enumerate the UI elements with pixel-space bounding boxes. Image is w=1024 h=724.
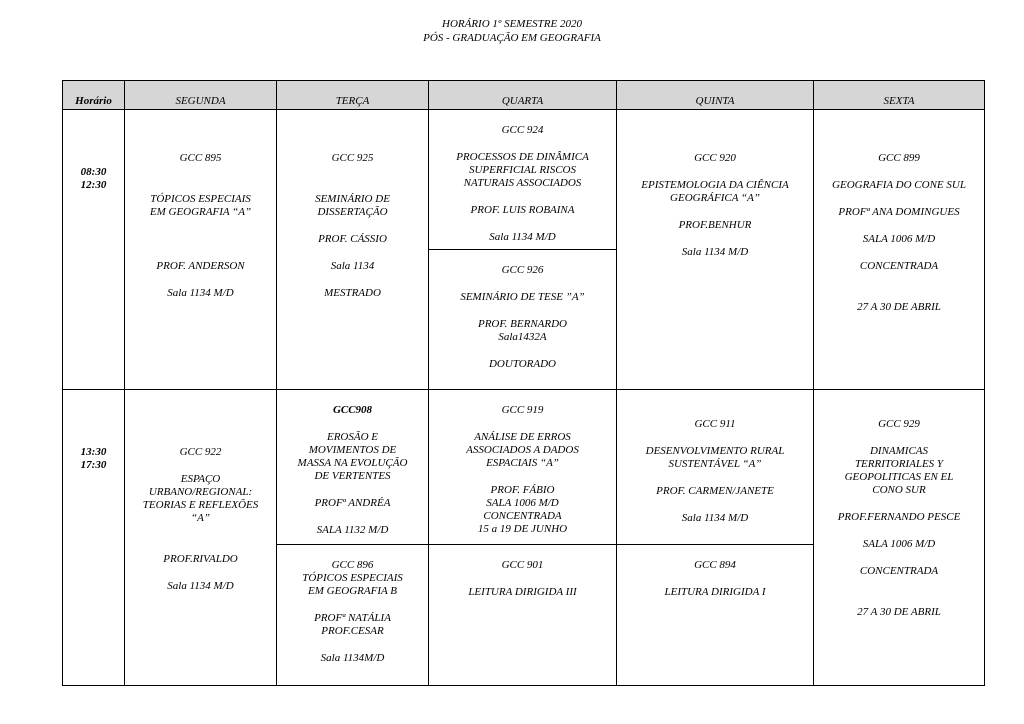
course-professor: PROF. LUIS ROBAINA bbox=[470, 204, 575, 216]
course-title: GEOPOLITICAS EN EL bbox=[844, 471, 954, 483]
course-code: GCC 929 bbox=[878, 418, 920, 430]
course-cell bbox=[617, 545, 814, 686]
course-cell bbox=[429, 545, 617, 686]
course-professor: PROF.CESAR bbox=[321, 625, 384, 637]
course-title: LEITURA DIRIGIDA I bbox=[664, 586, 766, 598]
course-title: ANÁLISE DE ERROS bbox=[474, 431, 571, 443]
course-title: ASSOCIADOS A DADOS bbox=[466, 444, 579, 456]
course-professor: PROF. CARMEN/JANETE bbox=[656, 485, 774, 497]
course-title: PROCESSOS DE DINÂMICA bbox=[456, 151, 589, 163]
course-professor: PROF.RIVALDO bbox=[163, 553, 238, 565]
course-code: GCC 926 bbox=[501, 264, 544, 276]
course-cell bbox=[429, 110, 617, 250]
course-dates: 27 A 30 DE ABRIL bbox=[857, 301, 941, 313]
document-title: HORÁRIO 1º SEMESTRE 2020 bbox=[442, 18, 582, 30]
course-mode: CONCENTRADA bbox=[859, 565, 939, 577]
course-professor: PROFª ANA DOMINGUES bbox=[838, 206, 960, 218]
course-title: NATURAIS ASSOCIADOS bbox=[463, 177, 582, 189]
col-header-horario: Horário bbox=[63, 81, 125, 110]
course-cell bbox=[429, 390, 617, 545]
course-cell bbox=[617, 390, 814, 545]
course-title: SEMINÁRIO DE bbox=[315, 193, 390, 205]
course-cell bbox=[125, 390, 277, 686]
document-subtitle: PÓS - GRADUAÇÃO EM GEOGRAFIA bbox=[423, 32, 601, 44]
course-room: Sala 1134 M/D bbox=[681, 246, 749, 258]
course-mode: CONCENTRADA bbox=[859, 260, 939, 272]
time-start: 13:30 bbox=[80, 446, 107, 458]
table-row-afternoon bbox=[63, 390, 985, 545]
col-header-quarta: QUARTA bbox=[429, 81, 617, 110]
course-professor: PROF.FERNANDO PESCE bbox=[837, 511, 961, 523]
course-room: Sala 1134M/D bbox=[320, 652, 385, 664]
table-row-morning bbox=[63, 110, 985, 250]
course-title: “A” bbox=[191, 512, 210, 524]
course-title: SUPERFICIAL RISCOS bbox=[468, 164, 577, 176]
course-title: SEMINÁRIO DE TESE ”A” bbox=[460, 291, 585, 303]
course-room: SALA 1006 M/D bbox=[486, 497, 559, 509]
course-room: Sala 1134 M/D bbox=[489, 231, 556, 243]
course-cell bbox=[277, 110, 429, 390]
course-professor: PROF.BENHUR bbox=[678, 219, 752, 231]
course-professor: PROF. CÁSSIO bbox=[318, 233, 387, 245]
course-professor: PROF. ANDERSON bbox=[156, 260, 245, 272]
course-title: DESENVOLVIMENTO RURAL bbox=[645, 445, 785, 457]
course-dates: 15 a 19 DE JUNHO bbox=[477, 523, 568, 535]
course-title: EROSÃO E bbox=[326, 431, 378, 443]
col-header-terca: TERÇA bbox=[277, 81, 429, 110]
course-title: GEOGRAFIA DO CONE SUL bbox=[832, 179, 966, 191]
course-title: TÓPICOS ESPECIAIS bbox=[150, 193, 251, 205]
course-cell bbox=[277, 390, 429, 545]
course-room: SALA 1132 M/D bbox=[316, 524, 389, 536]
course-title: ESPACIAIS “A” bbox=[486, 457, 559, 469]
course-title: URBANO/REGIONAL: bbox=[148, 486, 253, 498]
course-code: GCC 895 bbox=[179, 152, 222, 164]
course-cell bbox=[429, 250, 617, 390]
course-title: DE VERTENTES bbox=[314, 470, 391, 482]
course-code: GCC908 bbox=[332, 404, 373, 416]
course-room: SALA 1006 M/D bbox=[862, 233, 936, 245]
course-cell bbox=[814, 390, 985, 686]
course-title: EM GEOGRAFIA B bbox=[308, 585, 397, 597]
course-code: GCC 922 bbox=[179, 446, 222, 458]
course-room: SALA 1006 M/D bbox=[862, 538, 936, 550]
course-professor: PROFª ANDRÉA bbox=[314, 497, 391, 509]
course-level: DOUTORADO bbox=[488, 358, 557, 370]
course-title: SUSTENTÁVEL “A” bbox=[668, 458, 762, 470]
course-room: Sala 1134 M/D bbox=[167, 287, 234, 299]
course-title: EPISTEMOLOGIA DA CIÊNCIA bbox=[641, 179, 789, 191]
course-title: TÓPICOS ESPECIAIS bbox=[302, 572, 403, 584]
course-code: GCC 911 bbox=[694, 418, 736, 430]
time-cell-afternoon bbox=[63, 390, 125, 686]
time-end: 12:30 bbox=[80, 179, 107, 191]
course-title: GEOGRÁFICA “A” bbox=[670, 192, 760, 204]
course-title: MASSA NA EVOLUÇÃO bbox=[297, 457, 408, 469]
schedule-table bbox=[62, 80, 985, 686]
course-title: CONO SUR bbox=[872, 484, 926, 496]
course-title: EM GEOGRAFIA “A” bbox=[149, 206, 252, 218]
col-header-segunda: SEGUNDA bbox=[125, 81, 277, 110]
time-start: 08:30 bbox=[80, 166, 107, 178]
course-professor: PROFª NATÁLIA bbox=[314, 612, 391, 624]
course-code: GCC 920 bbox=[694, 152, 736, 164]
course-professor: PROF. FÁBIO bbox=[490, 484, 555, 496]
course-cell bbox=[125, 110, 277, 390]
time-cell-morning bbox=[63, 110, 125, 390]
course-title: TERRITORIALES Y bbox=[854, 458, 944, 470]
course-title: MOVIMENTOS DE bbox=[308, 444, 397, 456]
course-cell bbox=[617, 110, 814, 390]
course-title: ESPAÇO bbox=[180, 473, 221, 485]
course-code: GCC 919 bbox=[501, 404, 544, 416]
course-professor: PROF. BERNARDO bbox=[477, 318, 567, 330]
course-title: DINAMICAS bbox=[869, 445, 929, 457]
course-title: DISSERTAÇÃO bbox=[317, 206, 388, 218]
course-level: MESTRADO bbox=[324, 287, 381, 299]
course-room: Sala 1134 M/D bbox=[167, 580, 234, 592]
time-end: 17:30 bbox=[80, 459, 107, 471]
course-code: GCC 899 bbox=[878, 152, 920, 164]
course-room: Sala 1134 bbox=[330, 260, 375, 272]
col-header-sexta: SEXTA bbox=[814, 81, 985, 110]
course-code: GCC 896 bbox=[331, 559, 374, 571]
course-code: GCC 925 bbox=[331, 152, 374, 164]
course-title: LEITURA DIRIGIDA III bbox=[468, 586, 577, 598]
header-row bbox=[63, 81, 985, 110]
course-code: GCC 894 bbox=[694, 559, 736, 571]
course-room: Sala1432A bbox=[498, 331, 547, 343]
course-title: TEORIAS E REFLEXÕES bbox=[142, 499, 259, 511]
course-code: GCC 924 bbox=[501, 124, 544, 136]
course-dates: 27 A 30 DE ABRIL bbox=[857, 606, 941, 618]
course-mode: CONCENTRADA bbox=[483, 510, 562, 522]
course-room: Sala 1134 M/D bbox=[681, 512, 749, 524]
course-cell bbox=[814, 110, 985, 390]
course-cell bbox=[277, 545, 429, 686]
course-code: GCC 901 bbox=[501, 559, 544, 571]
col-header-quinta: QUINTA bbox=[617, 81, 814, 110]
